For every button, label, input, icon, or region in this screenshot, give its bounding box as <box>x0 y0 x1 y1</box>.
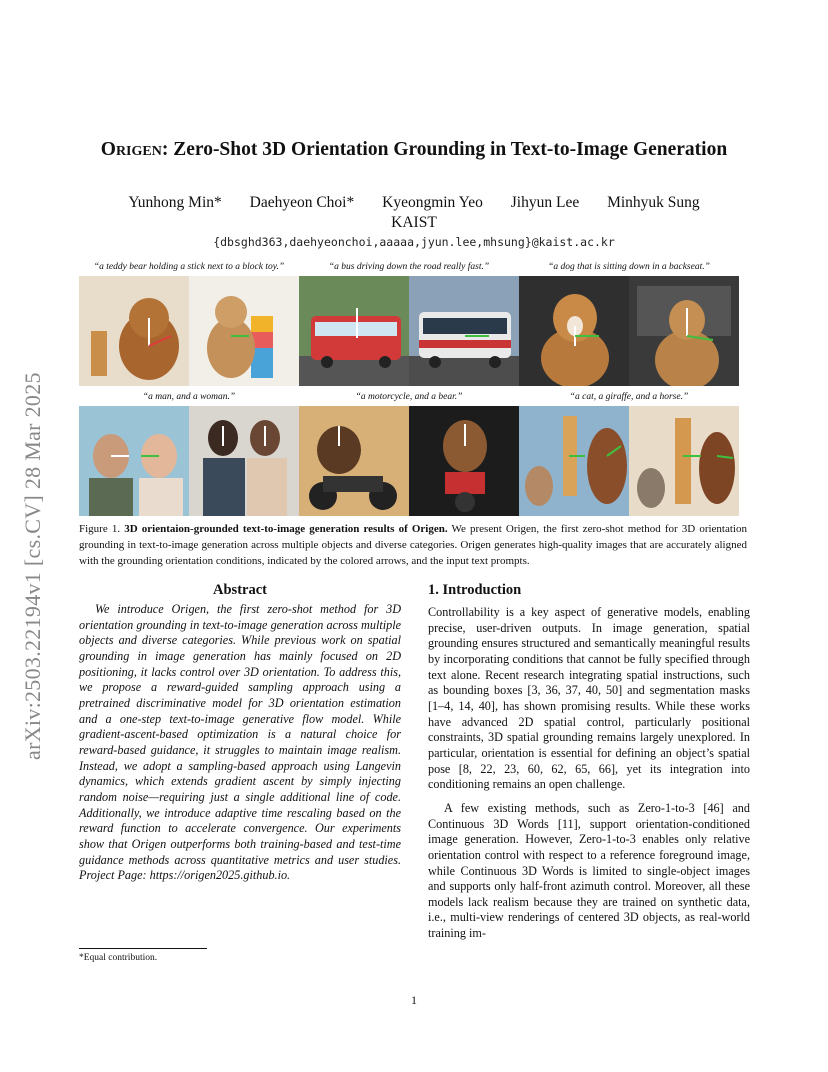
figure-image-bus-1 <box>299 276 409 386</box>
paper-title-rest: : Zero-Shot 3D Orientation Grounding in Text-to-Image Generation <box>161 139 728 160</box>
caption-bold: 3D orientaion-grounded text-to-image generation results of Origen. <box>124 523 448 535</box>
figure-prompt: “a cat, a giraffe, and a horse.” <box>569 392 689 402</box>
figure-image-cat-giraffe-horse-2 <box>629 406 739 516</box>
footnote: *Equal contribution. <box>79 953 158 963</box>
paper-title <box>0 139 828 161</box>
figure-prompt: “a teddy bear holding a stick next to a block toy.” <box>93 262 285 272</box>
figure-image-teddy-bear-2 <box>189 276 299 386</box>
figure-caption <box>79 521 747 569</box>
figure-prompt: “a man, and a woman.” <box>142 392 236 402</box>
author: Yunhong Min* <box>128 194 222 211</box>
figure-image-man-woman-1 <box>79 406 189 516</box>
figure-image-teddy-bear-1 <box>79 276 189 386</box>
author: Jihyun Lee <box>510 194 580 211</box>
figure-image-motorcycle-bear-2 <box>409 406 519 516</box>
introduction-body <box>428 605 750 950</box>
author: Minhyuk Sung <box>607 194 700 211</box>
abstract-body <box>79 602 401 884</box>
figure-image-motorcycle-bear-1 <box>299 406 409 516</box>
introduction-heading: 1. Introduction <box>428 582 522 598</box>
affiliation: KAIST <box>391 214 437 231</box>
page-number: 1 <box>411 993 417 1007</box>
intro-paragraph: Controllability is a key aspect of generative models, enabling precise, user-driven outputs. In image generation, spatial grounding ensures structured and semantically meaningful results by incorporating conditions that cannot be fully specified through text alone. Recent research integrating spatial instructions, such as bounding boxes [3, 36, 37, 40, 50] and segmentation masks [1–4, 14, 40], has shown promising results. While these works have advanced 2D spatial control, particularly positional constraints, 3D spatial grounding remains largely unexplored. In particular, orientation is essential for defining an object’s spatial pose [8, 22, 23, 60, 62, 65, 66], yet its integration into conditioning remains an open challenge. <box>428 605 750 792</box>
caption-label: Figure 1. <box>79 523 121 535</box>
abstract-text: We introduce Origen, the first zero-shot method for 3D orientation grounding in text-to-image generation across multiple objects and diverse categories. While previous work on spatial grounding in image generation has mainly focused on 2D positioning, it lacks control over 3D orientation. To address this, we propose a reward-guided sampling approach using a pretrained discriminative model for 3D orientation estimation and a one-step text-to-image generative flow model. While gradient-ascent-based optimization is a natural choice for reward-based guidance, it struggles to maintain image realism. Instead, we adopt a sampling-based approach using Langevin dynamics, which extends gradient ascent by simply injecting random noise—requiring just a single additional line of code. Additionally, we introduce adaptive time rescaling based on the reward function to accelerate convergence. Our experiments show that Origen outperforms both training-based and test-time guidance methods across quantitative metrics and user studies. Project Page: https://origen2025.github.io. <box>79 602 401 883</box>
figure-image-bus-2 <box>409 276 519 386</box>
figure-image-man-woman-2 <box>189 406 299 516</box>
author: Kyeongmin Yeo <box>382 194 483 211</box>
caption-text: We present Origen, the first zero-shot method for 3D orientation grounding in text-to-image generation across multiple objects and diverse categories. Origen generates high-quality images that are accurately aligned with the grounding orientation conditions, indicated by the colored arrows, and the input text prompts. <box>79 523 747 567</box>
paper-title-name: Origen <box>100 139 162 160</box>
footnote-rule <box>79 948 207 949</box>
arxiv-sidebar-stamp: arXiv:2503.22194v1 [cs.CV] 28 Mar 2025 <box>20 372 45 760</box>
figure-image-dog-1 <box>519 276 629 386</box>
intro-paragraph: A few existing methods, such as Zero-1-to-3 [46] and Continuous 3D Words [11], support orientation-conditioned image generation. However, Zero-1-to-3 enables only relative orientation control with respect to a reference foreground image, while Continuous 3D Words is limited to single-object images and supports only half-front azimuth control. Moreover, all these models lack realism because they are trained on synthetic data, i.e., multi-view renderings of centered 3D objects, as real-world training im- <box>428 800 750 941</box>
author: Daehyeon Choi* <box>249 194 355 211</box>
figure-prompt: “a dog that is sitting down in a backseat.” <box>548 262 710 272</box>
author-emails: {dbsghd363,daehyeonchoi,aaaaa,jyun.lee,mhsung}@kaist.ac.kr <box>213 235 615 249</box>
figure-image-dog-2 <box>629 276 739 386</box>
abstract-heading: Abstract <box>213 582 267 598</box>
figure-image-cat-giraffe-horse-1 <box>519 406 629 516</box>
figure-prompt: “a bus driving down the road really fast.” <box>328 262 490 272</box>
figure-prompt: “a motorcycle, and a bear.” <box>355 392 463 402</box>
author-list <box>0 194 828 212</box>
